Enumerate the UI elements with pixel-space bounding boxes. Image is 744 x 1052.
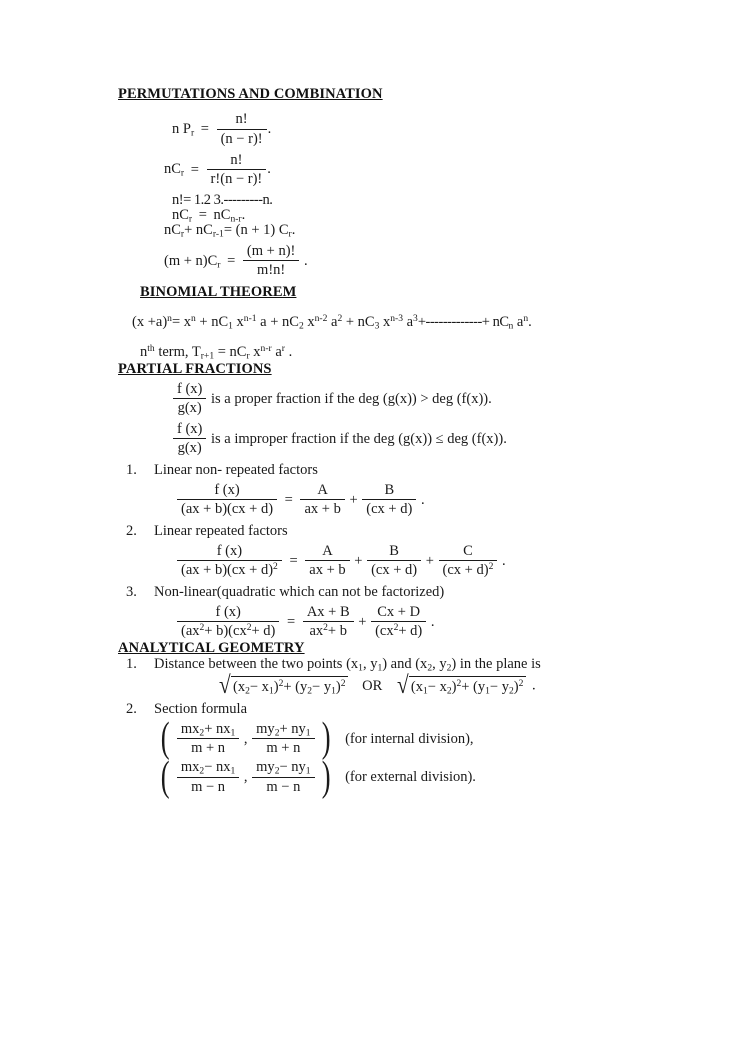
internal-division-row [154,714,678,762]
geometry-item-section-formula [118,701,678,800]
lhs-den-base: (ax + b)(cx + d) [181,562,274,579]
lhs-den-part-c: + d) [251,623,276,640]
binomial-eq: = x [171,314,191,331]
title-part-e: ) in the plane is [451,656,541,673]
list-number: 2. [126,523,137,540]
list-number: 3. [126,584,137,601]
pascal-sub2: r-1 [212,229,224,241]
equals-sign: = [227,252,236,269]
period: . [420,491,425,508]
title-part-c: ) and (x [382,656,428,673]
x-open: (x [233,678,246,695]
comma-separator: , [243,730,248,747]
partial-fraction-case-2 [118,523,678,579]
formula-ncr [118,152,678,187]
x-exponent: 2 [278,677,284,689]
term2-x: x [307,314,315,331]
fraction-denominator: g(x) [177,440,202,457]
term3-xsup: n-3 [390,313,403,325]
num-part-b: − nx [204,759,231,776]
term-den-base: (cx + d) [442,562,489,579]
num-part-b: + ny [279,720,306,737]
lhs-den-exp-a: 2 [199,622,205,634]
external-x-numerator [177,759,239,777]
num-sub-a: 2 [199,766,205,778]
title-part-d: , y [432,656,447,673]
ncr-left-sub: r [188,213,193,225]
x-sub-2: 1 [268,685,274,697]
lhs-fraction [177,604,279,639]
term1-x: x [236,314,244,331]
formula-binomial-expansion [118,315,678,330]
term-denominator: ax + b [304,501,341,518]
term-denominator [439,561,498,578]
lhs-denominator [177,561,282,578]
equals-sign: = [284,491,293,508]
period: . [532,677,536,694]
num-part-b: − ny [279,759,306,776]
nth-csub: r [246,350,250,362]
list-number: 1. [126,462,137,479]
nth-ordinal: th [147,343,155,355]
term3-a: a [406,314,414,331]
x-sub-1: 1 [422,685,428,697]
list-number: 2. [126,701,137,718]
lhs-fraction [177,482,277,517]
pascal-sub1: r [180,229,185,241]
term1-sub: 1 [228,320,233,332]
case-1-equation [154,483,678,518]
paren-close: ) [252,170,258,187]
formula-mn-combination [118,244,678,279]
nth-a: a [275,344,282,361]
nth-n: n [140,344,148,361]
section-heading-binomial [118,284,678,300]
rhs-term-2 [362,482,416,517]
lhs-fraction [177,543,282,578]
lhs-den-exponent: 2 [273,561,278,573]
distance-formula-row [154,672,678,700]
lhs-denominator [177,622,279,639]
radical-body [409,676,526,696]
rhs-term-2 [367,543,421,578]
y-close: ) [513,678,519,695]
ellipsis-tail: +-------------+ nC [417,314,509,331]
rhs-term-2 [371,604,426,639]
num-sub-b: 1 [230,727,236,739]
equals-sign: = [190,161,199,178]
x-sub-1: 2 [245,685,250,697]
mn-sub: r [217,259,221,271]
term-denominator [303,622,354,639]
term-den-exp: 2 [323,622,328,634]
heading-text: PERMUTATIONS AND COMBINATION [118,86,383,102]
title-sub-2: 1 [377,662,383,674]
pascal-term2: + nC [184,222,213,239]
term-den-exp: 2 [393,622,399,634]
term3-sub: 3 [374,320,380,332]
num-part-a: my [256,759,275,776]
x-close: ) [451,678,457,695]
factorial-mark: ! [257,130,263,147]
formula-pascal-identity [118,222,678,241]
plus-sign: + [358,613,367,630]
period: . [267,161,271,178]
ncr-label: nC [164,161,181,178]
y-minus: − y [489,678,509,695]
ncr-den-prefix: r! [210,170,221,187]
term1-a: a [260,314,267,331]
definition-text: is a proper fraction if the deg (g(x)) > deg (f(x)). [211,390,492,407]
period: . [291,222,296,239]
term2-asup: 2 [337,313,343,325]
equals-sign: = [198,207,207,224]
rhs-term-1 [303,604,354,639]
section-heading-permutations [118,86,678,102]
mn-numerator: (m + n)! [243,243,299,261]
tail-sub: n [508,320,514,332]
external-y-denominator: m − n [266,778,301,795]
term3-coef: + nC [345,314,375,331]
y-open: + (y [461,678,486,695]
ncr-right-sub: n-r [230,213,242,225]
binomial-eq-sup: n [191,313,196,325]
term-numerator: B [362,482,416,500]
paren-open: ( [220,130,226,147]
plus-sign: + [349,491,358,508]
equals-sign: = [289,552,298,569]
plus-sign: + [425,552,434,569]
lhs-numerator: f (x) [177,482,277,500]
formula-nth-term [118,345,678,360]
ncr-den-body: n − r [225,170,253,187]
lhs-den-part-a: (ax [181,623,200,640]
title-sub-3: 2 [427,662,433,674]
title-sub-1: 1 [358,662,363,674]
external-x-denominator: m − n [191,778,226,795]
heading-text: BINOMIAL THEOREM [140,284,297,301]
mn-fraction [243,243,299,278]
num-sub-a: 2 [274,766,280,778]
period: . [528,314,532,331]
num-part-a: mx [180,720,200,737]
paren-close-icon: ) [321,714,331,762]
term-den-a: (cx [375,623,394,640]
internal-x-numerator [177,721,239,739]
term-numerator: A [300,482,344,500]
formula-npr [118,112,678,147]
internal-y-fraction [252,721,314,756]
term1-xsup: n-1 [243,313,257,325]
nth-asup: r [281,343,285,355]
nth-term-label: term, T [154,344,201,361]
formula-ncr-symmetry [118,208,678,223]
num-sub-a: 2 [274,727,280,739]
document-content [118,86,678,800]
title-part-b: , y [362,656,378,673]
term-numerator: B [367,543,421,561]
section-heading-partial-fractions [118,361,678,377]
npr-label: n P [172,121,191,138]
num-part-a: my [256,720,275,737]
npr-den-body: n − r [225,130,253,147]
mn-label: (m + n)C [164,252,218,269]
external-division-row [154,752,678,800]
ncr-right: nC [213,207,231,224]
x-exponent: 2 [456,677,462,689]
paren-open-icon: ( [160,714,170,762]
external-x-fraction [177,759,239,794]
fg-fraction [173,421,206,456]
equals-sign: = [287,613,296,630]
period: . [501,552,506,569]
y-exponent: 2 [518,677,524,689]
term-numerator: Cx + D [371,604,426,622]
fraction-numerator: f (x) [173,421,206,439]
npr-sub: r [190,127,195,139]
term-denominator: (cx + d) [366,501,413,518]
y-sub-1: 2 [307,685,313,697]
tail-a: a [516,314,524,331]
y-exponent: 2 [340,677,346,689]
pascal-term1: nC [164,222,181,239]
x-open: (x [410,678,423,695]
radical-form-2: √ $(x_1- x_2)^2+ (y_1- y_2)^2$ [396,676,526,696]
binomial-base: (x +a) [132,314,168,331]
title-sub-4: 2 [446,662,452,674]
internal-y-numerator [252,721,314,739]
radical-body [231,676,348,696]
period: . [241,207,246,224]
term-numerator: C [439,543,498,561]
term2-xsup: n-2 [314,313,328,325]
paren-close-icon: ) [321,752,331,800]
heading-text: ANALYTICAL GEOMETRY [118,640,305,657]
npr-fraction [217,111,267,146]
term-numerator: Ax + B [303,604,354,622]
internal-division-caption: (for internal division), [345,730,474,747]
or-separator: OR [362,677,383,694]
num-sub-b: 1 [305,727,311,739]
definition-proper-fraction [118,382,678,417]
rhs-term-3 [439,543,498,578]
section-formula-title: Section formula [154,701,248,718]
period: . [304,252,308,269]
ncr-sub: r [180,168,185,180]
lhs-den-part-b: + b)(cx [204,623,247,640]
nth-tsub: r+1 [200,350,215,362]
paren-close: ) [252,130,258,147]
term-den-exponent: 2 [488,561,494,573]
num-sub-b: 1 [230,766,236,778]
npr-denominator [217,130,267,147]
y-open: + (y [283,678,308,695]
term-denominator: (cx + d) [371,562,418,579]
term3-x: x [382,314,391,331]
radical-form-1: √ $(x_2- x_1)^2+ (y_2- y_1)^2$ [218,676,348,696]
num-sub-b: 1 [305,766,311,778]
rhs-term-1 [305,543,349,578]
formula-factorial [118,193,678,208]
paren-open: ( [220,170,226,187]
geometry-item-distance [118,656,678,700]
plus-sign: + [354,552,363,569]
lhs-den-exp-b: 2 [246,622,252,634]
x-minus: − x [249,678,269,695]
case-3-equation [154,605,678,640]
paren-open-icon: ( [160,752,170,800]
fraction-denominator: g(x) [177,400,202,417]
case-2-equation [154,544,678,579]
period: . [288,344,293,361]
term-denominator: ax + b [309,562,346,579]
period: . [267,121,272,138]
equals-sign: = [200,121,209,138]
section-heading-analytical-geometry [118,640,678,656]
internal-y-denominator: m + n [266,740,301,757]
external-y-numerator [252,759,314,777]
internal-x-fraction [177,721,239,756]
num-part-b: + nx [204,720,231,737]
term-den-b: + b [327,623,347,640]
lhs-numerator: f (x) [177,543,282,561]
factorial-text: n!= 1.2 3.---------n. [172,191,273,208]
num-part-a: mx [180,759,200,776]
rhs-term-1 [300,482,344,517]
y-close: ) [335,678,341,695]
y-sub-2: 2 [508,685,514,697]
term-denominator [371,622,426,639]
y-sub-2: 1 [331,685,336,697]
ncr-denominator [207,170,267,187]
term2-coef: + nC [270,314,299,331]
nth-x: x [253,344,261,361]
term2-a: a [331,314,338,331]
factorial-mark: ! [257,170,263,187]
nth-xsup: n-r [260,343,272,355]
x-minus: − x [427,678,447,695]
term-den-a: ax [309,623,324,640]
title-part-a: Distance between the two points (x [154,656,359,673]
external-y-fraction [252,759,314,794]
y-minus: − y [312,678,332,695]
x-close: ) [273,678,279,695]
term-numerator: A [305,543,349,561]
case-title: Linear non- repeated factors [154,462,318,479]
tail-asup: n [523,313,529,325]
num-sub-a: 2 [199,727,205,739]
fg-fraction [173,381,206,416]
y-sub-1: 1 [485,685,490,697]
pascal-sub3: r [288,229,292,241]
lhs-numerator: f (x) [177,604,279,622]
lhs-denominator: (ax + b)(cx + d) [181,501,274,518]
term-den-b: + d) [398,623,423,640]
term1-coef: + nC [199,314,229,331]
definition-text: is a improper fraction if the deg (g(x)) ≤ deg (f(x)). [211,431,507,448]
partial-fraction-case-1 [118,462,678,518]
npr-numerator: n! [217,111,267,129]
comma-separator: , [243,769,248,786]
definition-improper-fraction [118,422,678,457]
mn-denominator: m!n! [257,262,286,279]
x-sub-2: 2 [446,685,452,697]
term2-sub: 2 [298,320,304,332]
binomial-exponent: n [167,313,172,325]
ncr-left: nC [172,207,189,224]
case-title: Non-linear(quadratic which can not be factorized) [154,584,445,601]
pascal-rhs: = (n + 1) C [223,222,289,239]
external-division-caption: (for external division). [345,769,476,786]
period: . [430,613,435,630]
fraction-numerator: f (x) [173,381,206,399]
ncr-numerator: n! [207,152,267,170]
nth-eq: = nC [217,344,247,361]
heading-text: PARTIAL FRACTIONS [118,360,272,377]
case-title: Linear repeated factors [154,523,288,540]
internal-x-denominator: m + n [191,740,226,757]
distance-title [154,656,541,672]
partial-fraction-case-3 [118,584,678,640]
list-number: 1. [126,656,137,673]
term3-asup: 3 [413,313,418,325]
ncr-fraction [207,152,267,187]
